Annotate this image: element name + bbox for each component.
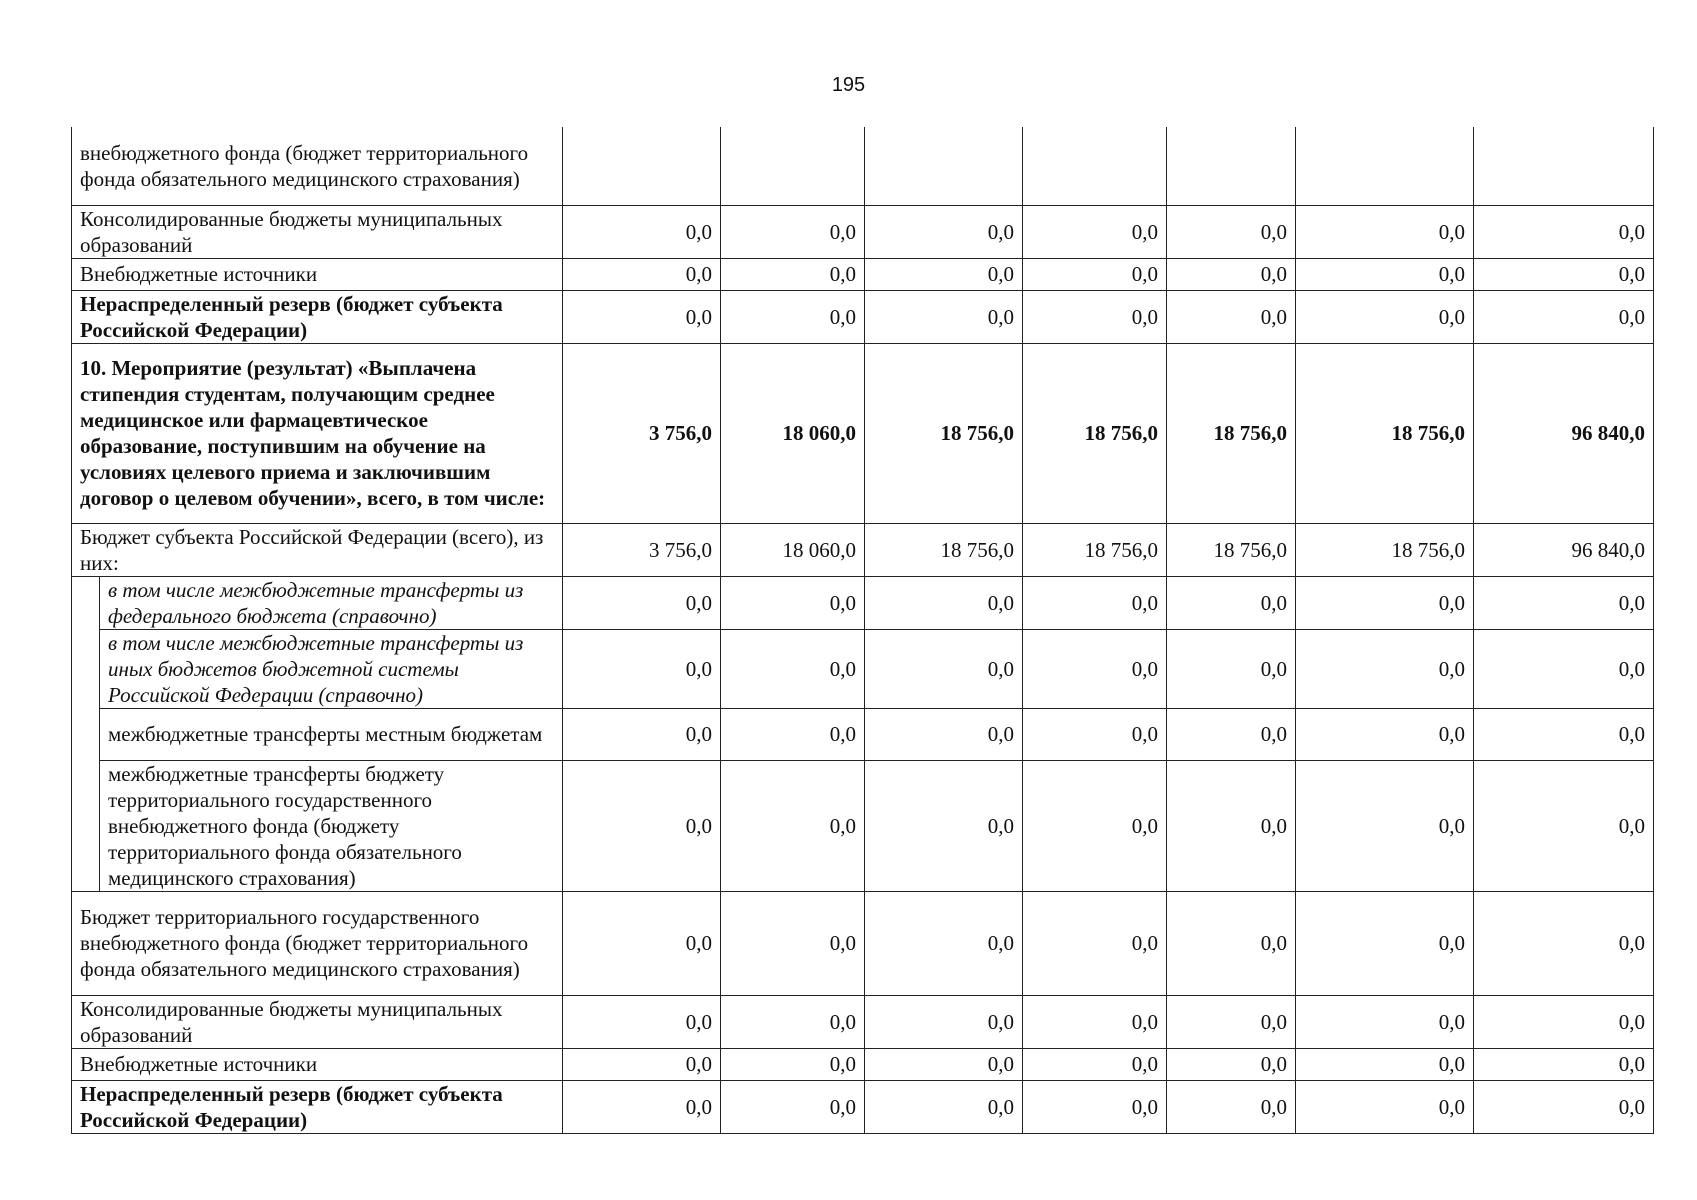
value-cell [721, 127, 865, 205]
value-cell: 0,0 [1474, 290, 1654, 343]
value-cell: 0,0 [721, 205, 865, 258]
table-row [72, 891, 1654, 995]
value-cell [1167, 127, 1296, 205]
value-cell: 0,0 [1167, 891, 1296, 995]
value-cell: 0,0 [1474, 1080, 1654, 1133]
value-cell: 0,0 [865, 1048, 1023, 1080]
row-label: межбюджетные трансферты бюджету территориального государственного внебюджетного фонда (бюджету территориального фонда обязательного медицинского страхования) [100, 760, 563, 891]
value-cell: 0,0 [1474, 708, 1654, 760]
value-cell: 0,0 [1474, 760, 1654, 891]
value-cell: 18 756,0 [1296, 343, 1474, 523]
row-label: внебюджетного фонда (бюджет территориального фонда обязательного медицинского страхования) [72, 127, 563, 205]
value-cell: 0,0 [1023, 205, 1167, 258]
page-number: 195 [831, 74, 866, 96]
value-cell: 18 060,0 [721, 343, 865, 523]
value-cell: 96 840,0 [1474, 523, 1654, 576]
value-cell: 0,0 [865, 629, 1023, 708]
value-cell: 0,0 [563, 760, 721, 891]
value-cell: 0,0 [563, 995, 721, 1048]
value-cell: 18 756,0 [1023, 343, 1167, 523]
value-cell: 0,0 [1296, 1048, 1474, 1080]
value-cell: 0,0 [1023, 1048, 1167, 1080]
row-label: Нераспределенный резерв (бюджет субъекта Российской Федерации) [72, 290, 563, 343]
value-cell: 0,0 [1296, 258, 1474, 290]
table-row [72, 343, 1654, 523]
value-cell: 0,0 [721, 258, 865, 290]
value-cell: 0,0 [1474, 258, 1654, 290]
value-cell: 0,0 [1023, 629, 1167, 708]
value-cell: 0,0 [1167, 258, 1296, 290]
table-row [72, 576, 1654, 629]
value-cell: 0,0 [563, 708, 721, 760]
value-cell: 0,0 [1296, 290, 1474, 343]
value-cell: 0,0 [721, 290, 865, 343]
row-label: в том числе межбюджетные трансферты из федерального бюджета (справочно) [100, 576, 563, 629]
value-cell: 0,0 [721, 1048, 865, 1080]
value-cell: 0,0 [721, 708, 865, 760]
value-cell: 0,0 [1474, 1048, 1654, 1080]
value-cell: 18 756,0 [865, 343, 1023, 523]
row-label: межбюджетные трансферты местным бюджетам [100, 708, 563, 760]
value-cell: 0,0 [563, 1080, 721, 1133]
value-cell: 18 756,0 [865, 523, 1023, 576]
value-cell: 18 756,0 [1167, 523, 1296, 576]
value-cell: 0,0 [1167, 290, 1296, 343]
value-cell: 0,0 [1167, 995, 1296, 1048]
row-label: Консолидированные бюджеты муниципальных образований [72, 995, 563, 1048]
value-cell: 0,0 [1167, 629, 1296, 708]
table-row [72, 127, 1654, 205]
row-label: Консолидированные бюджеты муниципальных образований [72, 205, 563, 258]
value-cell: 96 840,0 [1474, 343, 1654, 523]
table-row [72, 708, 1654, 760]
row-label: Бюджет субъекта Российской Федерации (всего), из них: [72, 523, 563, 576]
value-cell: 0,0 [1296, 629, 1474, 708]
value-cell: 0,0 [721, 995, 865, 1048]
value-cell: 18 756,0 [1167, 343, 1296, 523]
value-cell [1474, 127, 1654, 205]
value-cell: 0,0 [1474, 629, 1654, 708]
value-cell: 0,0 [563, 629, 721, 708]
value-cell: 0,0 [1296, 576, 1474, 629]
value-cell: 0,0 [721, 891, 865, 995]
table-row [72, 523, 1654, 576]
value-cell: 0,0 [1023, 1080, 1167, 1133]
row-label: 10. Мероприятие (результат) «Выплачена стипендия студентам, получающим среднее медицинское или фармацевтическое образование, поступившим на обучение на условиях целевого приема и заключившим договор о целевом обучении», всего, в том числе: [72, 343, 563, 523]
value-cell: 0,0 [865, 891, 1023, 995]
value-cell: 0,0 [563, 576, 721, 629]
value-cell: 0,0 [865, 760, 1023, 891]
row-label: Внебюджетные источники [72, 1048, 563, 1080]
value-cell: 0,0 [865, 1080, 1023, 1133]
value-cell: 18 756,0 [1296, 523, 1474, 576]
value-cell: 0,0 [1167, 205, 1296, 258]
value-cell: 0,0 [1023, 290, 1167, 343]
table-row [72, 258, 1654, 290]
table-row [72, 1080, 1654, 1133]
value-cell: 0,0 [1296, 708, 1474, 760]
value-cell [1023, 127, 1167, 205]
value-cell: 0,0 [1296, 760, 1474, 891]
value-cell: 0,0 [1167, 1048, 1296, 1080]
row-label: Нераспределенный резерв (бюджет субъекта Российской Федерации) [72, 1080, 563, 1133]
value-cell: 0,0 [865, 205, 1023, 258]
value-cell: 0,0 [721, 576, 865, 629]
budget-table [71, 127, 1654, 1134]
value-cell: 0,0 [865, 290, 1023, 343]
indent-gutter [72, 576, 100, 891]
value-cell: 0,0 [1167, 760, 1296, 891]
table-row [72, 205, 1654, 258]
value-cell: 0,0 [865, 258, 1023, 290]
value-cell: 0,0 [1296, 995, 1474, 1048]
value-cell: 0,0 [563, 258, 721, 290]
value-cell: 0,0 [563, 290, 721, 343]
value-cell: 0,0 [721, 629, 865, 708]
value-cell: 0,0 [1474, 576, 1654, 629]
table-row [72, 760, 1654, 891]
value-cell [865, 127, 1023, 205]
value-cell: 0,0 [1167, 576, 1296, 629]
value-cell: 0,0 [1023, 891, 1167, 995]
table-row [72, 290, 1654, 343]
value-cell: 0,0 [1167, 1080, 1296, 1133]
value-cell: 18 060,0 [721, 523, 865, 576]
value-cell: 0,0 [1296, 205, 1474, 258]
value-cell: 18 756,0 [1023, 523, 1167, 576]
value-cell: 0,0 [563, 205, 721, 258]
table-row [72, 629, 1654, 708]
value-cell: 3 756,0 [563, 343, 721, 523]
value-cell: 0,0 [865, 995, 1023, 1048]
value-cell: 0,0 [1023, 708, 1167, 760]
value-cell [1296, 127, 1474, 205]
value-cell: 0,0 [563, 891, 721, 995]
value-cell [563, 127, 721, 205]
row-label: Бюджет территориального государственного внебюджетного фонда (бюджет территориального фонда обязательного медицинского страхования) [72, 891, 563, 995]
value-cell: 0,0 [1023, 576, 1167, 629]
row-label: в том числе межбюджетные трансферты из иных бюджетов бюджетной системы Российской Федерации (справочно) [100, 629, 563, 708]
value-cell: 0,0 [1023, 760, 1167, 891]
value-cell: 0,0 [1474, 205, 1654, 258]
value-cell: 3 756,0 [563, 523, 721, 576]
value-cell: 0,0 [1474, 995, 1654, 1048]
value-cell: 0,0 [1296, 891, 1474, 995]
value-cell: 0,0 [1296, 1080, 1474, 1133]
value-cell: 0,0 [865, 708, 1023, 760]
value-cell: 0,0 [1023, 258, 1167, 290]
value-cell: 0,0 [1474, 891, 1654, 995]
value-cell: 0,0 [865, 576, 1023, 629]
value-cell: 0,0 [1167, 708, 1296, 760]
value-cell: 0,0 [563, 1048, 721, 1080]
row-label: Внебюджетные источники [72, 258, 563, 290]
value-cell: 0,0 [1023, 995, 1167, 1048]
table-row [72, 1048, 1654, 1080]
value-cell: 0,0 [721, 1080, 865, 1133]
table-row [72, 995, 1654, 1048]
value-cell: 0,0 [721, 760, 865, 891]
